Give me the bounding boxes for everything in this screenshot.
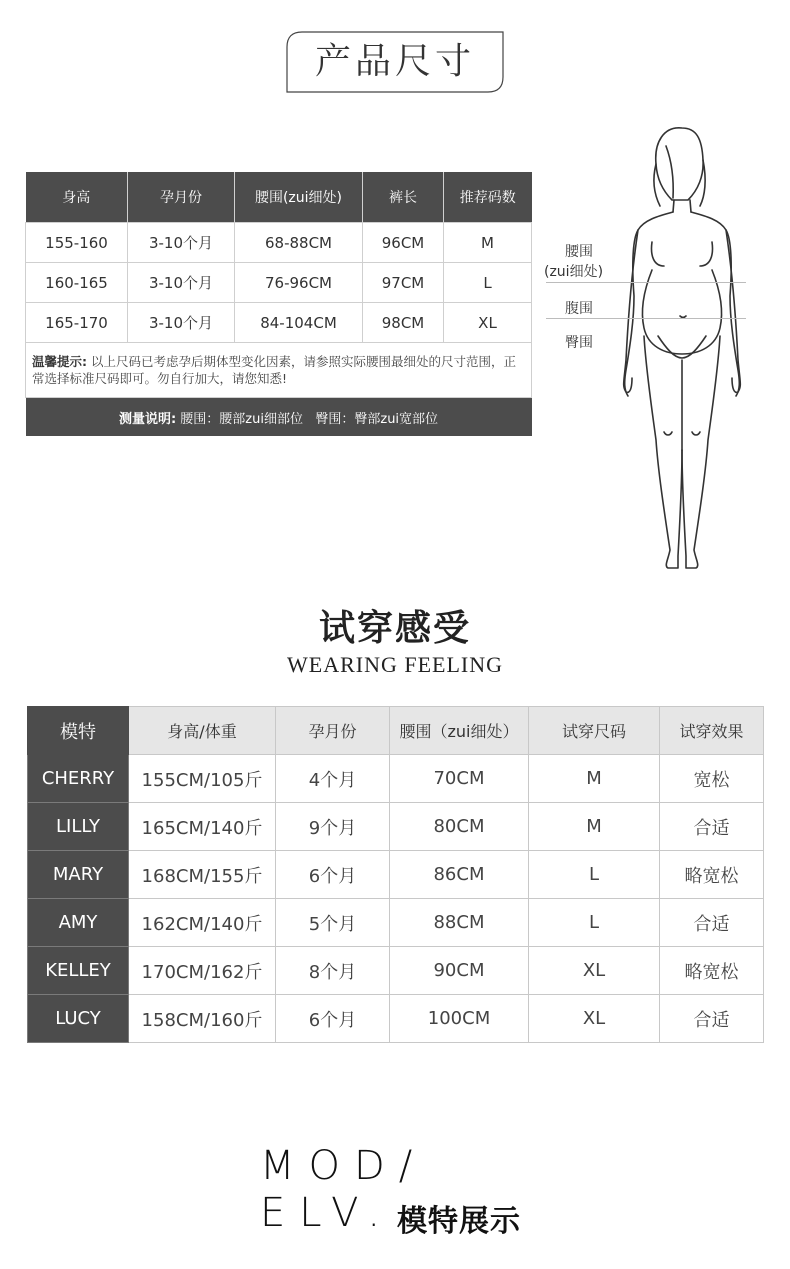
size-cell: 84-104CM: [235, 303, 363, 343]
size-cell: 96CM: [363, 223, 444, 263]
size-cell: 3-10个月: [128, 303, 235, 343]
wear-cell: M: [529, 755, 660, 803]
table-row: [26, 263, 532, 303]
size-header-month: 孕月份: [128, 172, 235, 223]
wearing-header-row: [28, 707, 764, 755]
wearing-table: [27, 706, 764, 1043]
size-header-size: 推荐码数: [444, 172, 532, 223]
brand-logo-line2: ELV.: [260, 1190, 395, 1236]
size-cell: 165-170: [26, 303, 128, 343]
hip-label: 臀围: [565, 335, 593, 351]
wear-cell: XL: [529, 995, 660, 1043]
model-name: KELLEY: [28, 947, 129, 995]
wear-cell: 100CM: [390, 995, 529, 1043]
measure-text: 腰围：腰部zui细部位 臀围：臀部zui宽部位: [180, 411, 439, 427]
size-header-height: 身高: [26, 172, 128, 223]
page-title: 产品尺寸: [314, 41, 475, 82]
model-name: CHERRY: [28, 755, 129, 803]
wear-cell: L: [529, 899, 660, 947]
wearing-subtitle: WEARING FEELING: [286, 652, 504, 677]
model-name: AMY: [28, 899, 129, 947]
belly-label: 腹围: [565, 301, 593, 317]
size-cell: L: [444, 263, 532, 303]
model-name: LUCY: [28, 995, 129, 1043]
body-figure: [540, 120, 790, 575]
table-row: [26, 223, 532, 263]
wear-cell: 合适: [660, 995, 764, 1043]
model-name: MARY: [28, 851, 129, 899]
wear-cell: 155CM/105斤: [129, 755, 276, 803]
table-row: [28, 851, 764, 899]
wear-header-height-weight: 身高/体重: [129, 707, 276, 755]
size-header-length: 裤长: [363, 172, 444, 223]
wear-cell: 6个月: [276, 851, 390, 899]
belly-guide-line: [546, 318, 746, 319]
tip-row: [26, 343, 532, 398]
wear-cell: 158CM/160斤: [129, 995, 276, 1043]
size-cell: 3-10个月: [128, 263, 235, 303]
tip-text: 以上尺码已考虑孕后期体型变化因素，请参照实际腰围最细处的尺寸范围，正常选择标准尺码即可。勿自行加大，请您知悉!: [32, 354, 516, 386]
size-cell: 160-165: [26, 263, 128, 303]
table-row: [28, 755, 764, 803]
size-cell: 98CM: [363, 303, 444, 343]
size-cell: 76-96CM: [235, 263, 363, 303]
table-row: [28, 947, 764, 995]
table-row: [28, 899, 764, 947]
wear-cell: 4个月: [276, 755, 390, 803]
wear-cell: L: [529, 851, 660, 899]
section-title-tab: [286, 31, 504, 93]
tip-note: [26, 343, 532, 398]
model-name: LILLY: [28, 803, 129, 851]
size-table: [25, 172, 532, 436]
measure-note: [26, 398, 532, 437]
table-row: [28, 995, 764, 1043]
wear-cell: 86CM: [390, 851, 529, 899]
wear-cell: 5个月: [276, 899, 390, 947]
wear-header-model: 模特: [28, 707, 129, 755]
wear-header-month: 孕月份: [276, 707, 390, 755]
wear-cell: 宽松: [660, 755, 764, 803]
wear-cell: XL: [529, 947, 660, 995]
size-cell: 68-88CM: [235, 223, 363, 263]
wear-cell: 8个月: [276, 947, 390, 995]
wear-cell: 略宽松: [660, 947, 764, 995]
size-table-header-row: [26, 172, 532, 223]
wear-cell: 70CM: [390, 755, 529, 803]
size-cell: 97CM: [363, 263, 444, 303]
model-showcase-title: 模特展示: [397, 1204, 521, 1239]
wearing-title: 试穿感受: [318, 608, 471, 649]
wear-cell: 168CM/155斤: [129, 851, 276, 899]
wear-cell: 略宽松: [660, 851, 764, 899]
tip-label: 温馨提示:: [32, 354, 87, 369]
wear-cell: 6个月: [276, 995, 390, 1043]
wear-cell: M: [529, 803, 660, 851]
table-row: [26, 303, 532, 343]
wear-cell: 162CM/140斤: [129, 899, 276, 947]
wear-cell: 合适: [660, 803, 764, 851]
wear-cell: 90CM: [390, 947, 529, 995]
table-row: [28, 803, 764, 851]
size-cell: 3-10个月: [128, 223, 235, 263]
waist-guide-line: [546, 282, 746, 283]
wear-header-waist: 腰围（zui细处）: [390, 707, 529, 755]
wear-cell: 9个月: [276, 803, 390, 851]
brand-logo-line1: MOD/: [260, 1143, 427, 1189]
waist-sublabel: (zui细处): [544, 264, 604, 280]
measure-label: 测量说明:: [118, 411, 177, 427]
size-cell: XL: [444, 303, 532, 343]
wear-cell: 88CM: [390, 899, 529, 947]
size-header-waist: 腰围(zui细处): [235, 172, 363, 223]
wear-cell: 合适: [660, 899, 764, 947]
wear-cell: 165CM/140斤: [129, 803, 276, 851]
size-cell: M: [444, 223, 532, 263]
waist-label: 腰围: [565, 244, 593, 260]
measure-row: [26, 398, 532, 437]
wear-cell: 80CM: [390, 803, 529, 851]
wear-header-size: 试穿尺码: [529, 707, 660, 755]
wear-header-effect: 试穿效果: [660, 707, 764, 755]
size-cell: 155-160: [26, 223, 128, 263]
wear-cell: 170CM/162斤: [129, 947, 276, 995]
